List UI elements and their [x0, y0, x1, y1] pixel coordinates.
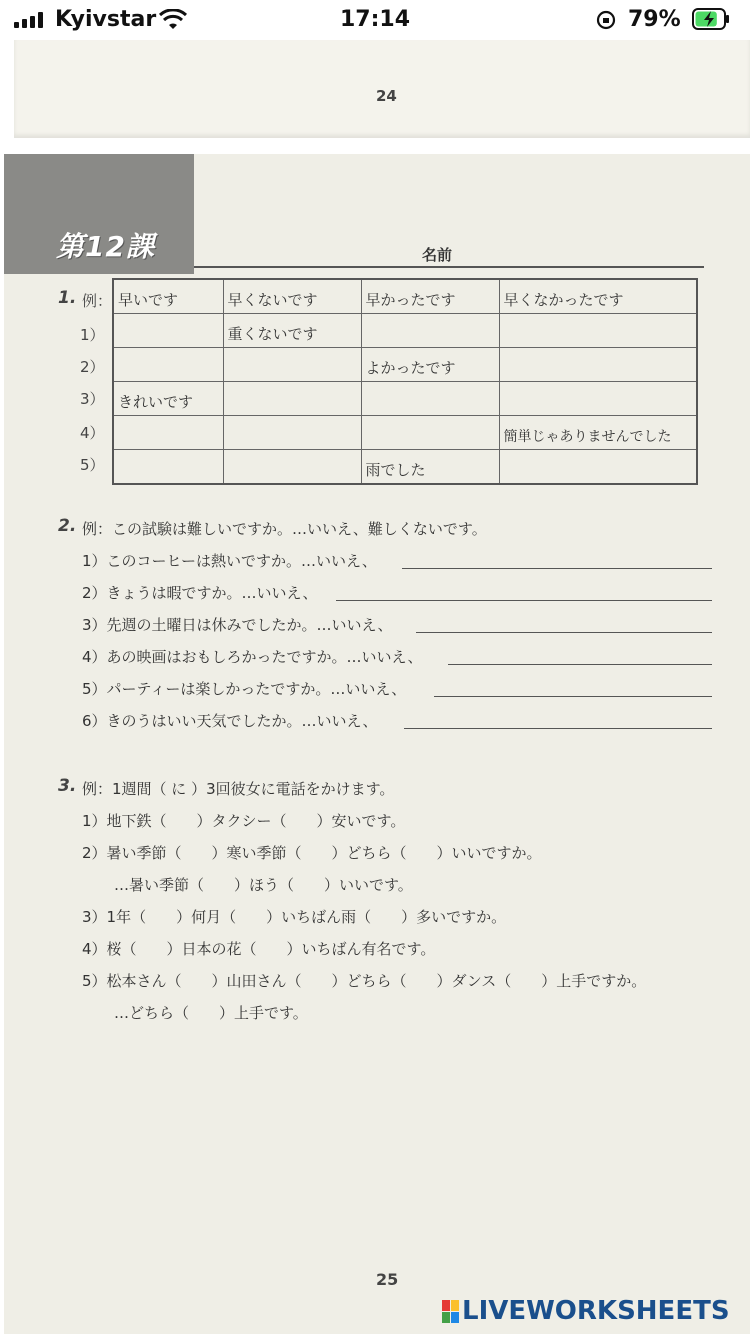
row-label-4: 4）	[80, 424, 105, 442]
table-cell: 早いです	[113, 279, 223, 314]
orientation-lock-icon	[596, 10, 616, 30]
clock-time: 17:14	[340, 7, 411, 32]
page-gap	[0, 138, 750, 154]
table-row	[113, 348, 697, 382]
question-3-3: 3）1年（ ）何月（ ）いちばん雨（ ）多いですか。	[82, 908, 507, 926]
answer-cell[interactable]	[113, 450, 223, 485]
row-label-2: 2）	[80, 358, 105, 376]
table-cell: 早くないです	[223, 279, 361, 314]
question-2-1: 1）このコーヒーは熱いですか。…いいえ、	[82, 552, 377, 570]
previous-page	[14, 40, 750, 138]
section-3-number: 3.	[58, 776, 77, 796]
name-label: 名前	[422, 246, 453, 264]
answer-cell[interactable]	[499, 314, 697, 348]
question-2-6: 6）きのうはいい天気でしたか。…いいえ、	[82, 712, 378, 730]
answer-input-2-2[interactable]	[336, 578, 712, 601]
table-cell: よかったです	[361, 348, 499, 382]
table-row	[113, 314, 697, 348]
conjugation-table	[112, 278, 698, 485]
answer-cell[interactable]	[223, 348, 361, 382]
table-cell: 早かったです	[361, 279, 499, 314]
table-row	[113, 450, 697, 485]
answer-input-2-5[interactable]	[434, 674, 712, 697]
question-3-1: 1）地下鉄（ ）タクシー（ ）安いです。	[82, 812, 406, 830]
answer-cell[interactable]	[361, 314, 499, 348]
section-1-example-marker: 例：	[82, 292, 113, 310]
answer-cell[interactable]	[223, 450, 361, 485]
battery-charging-icon	[692, 8, 730, 30]
row-label-3: 3）	[80, 390, 105, 408]
table-cell: 簡単じゃありませんでした	[499, 416, 697, 450]
brand-text: LIVEWORKSHEETS	[462, 1296, 730, 1326]
battery-percent: 79%	[628, 7, 681, 32]
question-2-4: 4）あの映画はおもしろかったですか。…いいえ、	[82, 648, 423, 666]
answer-cell[interactable]	[361, 416, 499, 450]
name-line	[194, 266, 704, 268]
answer-cell[interactable]	[499, 450, 697, 485]
status-bar	[0, 0, 750, 40]
signal-icon	[14, 12, 48, 28]
question-3-2: 2）暑い季節（ ）寒い季節（ ）どちら（ ）いいですか。	[82, 844, 542, 862]
section-2-example: 例：この試験は難しいですか。…いいえ、難しくないです。	[82, 520, 487, 538]
answer-cell[interactable]	[499, 348, 697, 382]
question-3-5: 5）松本さん（ ）山田さん（ ）どちら（ ）ダンス（ ）上手ですか。	[82, 972, 647, 990]
row-label-5: 5）	[80, 456, 105, 474]
answer-input-2-1[interactable]	[402, 546, 712, 569]
liveworksheets-logo-icon	[442, 1300, 459, 1323]
carrier-name: Kyivstar	[55, 7, 157, 32]
row-label-1: 1）	[80, 326, 105, 344]
question-3-5-answer: …どちら（ ）上手です。	[114, 1004, 308, 1022]
wifi-icon	[158, 9, 188, 31]
section-1-number: 1.	[58, 288, 77, 308]
question-2-2: 2）きょうは暇ですか。…いいえ、	[82, 584, 318, 602]
answer-cell[interactable]	[223, 382, 361, 416]
answer-cell[interactable]	[113, 416, 223, 450]
table-cell: 重くないです	[223, 314, 361, 348]
answer-cell[interactable]	[113, 348, 223, 382]
answer-cell[interactable]	[113, 314, 223, 348]
question-3-4: 4）桜（ ）日本の花（ ）いちばん有名です。	[82, 940, 436, 958]
question-2-3: 3）先週の土曜日は休みでしたか。…いいえ、	[82, 616, 393, 634]
answer-input-2-4[interactable]	[448, 642, 712, 665]
page-number-bottom: 25	[376, 1270, 399, 1289]
table-cell: 雨でした	[361, 450, 499, 485]
page-number-top: 24	[376, 87, 397, 105]
table-row	[113, 416, 697, 450]
table-cell: きれいです	[113, 382, 223, 416]
answer-cell[interactable]	[499, 382, 697, 416]
table-row	[113, 279, 697, 314]
table-row	[113, 382, 697, 416]
answer-cell[interactable]	[361, 382, 499, 416]
section-2-number: 2.	[58, 516, 77, 536]
lesson-header-block	[4, 154, 194, 274]
question-3-2-answer: …暑い季節（ ）ほう（ ）いいです。	[114, 876, 413, 894]
answer-cell[interactable]	[223, 416, 361, 450]
liveworksheets-brand	[442, 1297, 730, 1325]
worksheet-page	[4, 154, 750, 1334]
section-3-example: 例：1週間（ に ）3回彼女に電話をかけます。	[82, 780, 395, 798]
answer-input-2-3[interactable]	[416, 610, 712, 633]
answer-input-2-6[interactable]	[404, 706, 712, 729]
table-cell: 早くなかったです	[499, 279, 697, 314]
lesson-title: 第12課	[56, 230, 155, 263]
question-2-5: 5）パーティーは楽しかったですか。…いいえ、	[82, 680, 407, 698]
